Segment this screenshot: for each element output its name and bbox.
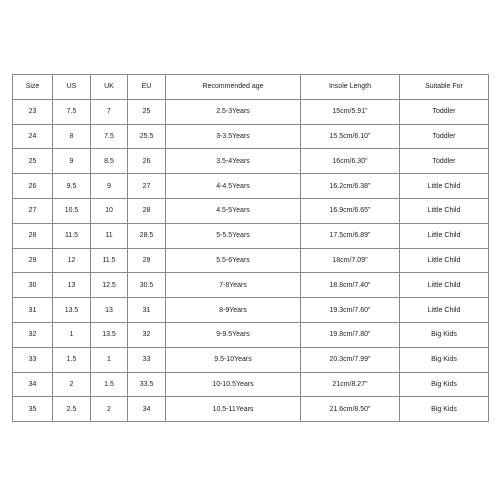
uk-cell: 1 [91, 347, 128, 372]
uk-cell: 7.5 [91, 124, 128, 149]
suitable-cell: Little Child [400, 174, 489, 199]
age-cell: 4.5-5Years [166, 198, 301, 223]
table-row [13, 372, 489, 397]
age-cell: 5.5-6Years [166, 248, 301, 273]
suitable-cell: Little Child [400, 223, 489, 248]
insole-cell: 15cm/5.91" [301, 99, 400, 124]
eu-cell: 33.5 [128, 372, 166, 397]
uk-cell: 7 [91, 99, 128, 124]
uk-cell: 8.5 [91, 149, 128, 174]
suitable-cell: Big Kids [400, 347, 489, 372]
header-row [13, 75, 489, 100]
header-insole-length: Insole Length [301, 75, 400, 100]
insole-cell: 21.6cm/8.50" [301, 397, 400, 422]
size-cell: 23 [13, 99, 53, 124]
header-us: US [53, 75, 91, 100]
us-cell: 8 [53, 124, 91, 149]
table-row [13, 248, 489, 273]
insole-cell: 17.5cm/6.89" [301, 223, 400, 248]
table-row [13, 198, 489, 223]
us-cell: 2.5 [53, 397, 91, 422]
us-cell: 7.5 [53, 99, 91, 124]
uk-cell: 11 [91, 223, 128, 248]
table-row [13, 273, 489, 298]
header-size: Size [13, 75, 53, 100]
table-body [13, 99, 489, 421]
eu-cell: 25 [128, 99, 166, 124]
uk-cell: 2 [91, 397, 128, 422]
size-cell: 34 [13, 372, 53, 397]
us-cell: 1 [53, 322, 91, 347]
table-row [13, 322, 489, 347]
insole-cell: 20.3cm/7.99" [301, 347, 400, 372]
size-cell: 33 [13, 347, 53, 372]
age-cell: 10-10.5Years [166, 372, 301, 397]
insole-cell: 15.5cm/6.10" [301, 124, 400, 149]
age-cell: 4-4.5Years [166, 174, 301, 199]
us-cell: 9 [53, 149, 91, 174]
eu-cell: 26 [128, 149, 166, 174]
size-cell: 27 [13, 198, 53, 223]
eu-cell: 25.5 [128, 124, 166, 149]
uk-cell: 12.5 [91, 273, 128, 298]
suitable-cell: Big Kids [400, 322, 489, 347]
age-cell: 3-3.5Years [166, 124, 301, 149]
uk-cell: 11.5 [91, 248, 128, 273]
age-cell: 5-5.5Years [166, 223, 301, 248]
uk-cell: 1.5 [91, 372, 128, 397]
insole-cell: 19.8cm/7.80" [301, 322, 400, 347]
suitable-cell: Toddler [400, 99, 489, 124]
suitable-cell: Toddler [400, 149, 489, 174]
size-chart-table [12, 74, 489, 422]
insole-cell: 18cm/7.09" [301, 248, 400, 273]
size-cell: 29 [13, 248, 53, 273]
age-cell: 3.5-4Years [166, 149, 301, 174]
size-cell: 28 [13, 223, 53, 248]
suitable-cell: Little Child [400, 298, 489, 323]
us-cell: 9.5 [53, 174, 91, 199]
us-cell: 2 [53, 372, 91, 397]
us-cell: 13.5 [53, 298, 91, 323]
eu-cell: 29 [128, 248, 166, 273]
uk-cell: 9 [91, 174, 128, 199]
insole-cell: 21cm/8.27" [301, 372, 400, 397]
eu-cell: 27 [128, 174, 166, 199]
age-cell: 7-8Years [166, 273, 301, 298]
eu-cell: 30.5 [128, 273, 166, 298]
table-row [13, 124, 489, 149]
size-cell: 32 [13, 322, 53, 347]
uk-cell: 13.5 [91, 322, 128, 347]
header-suitable-for: Suitable For [400, 75, 489, 100]
size-cell: 26 [13, 174, 53, 199]
eu-cell: 31 [128, 298, 166, 323]
size-cell: 24 [13, 124, 53, 149]
age-cell: 10.5-11Years [166, 397, 301, 422]
uk-cell: 10 [91, 198, 128, 223]
age-cell: 8-9Years [166, 298, 301, 323]
eu-cell: 34 [128, 397, 166, 422]
table-row [13, 397, 489, 422]
suitable-cell: Big Kids [400, 372, 489, 397]
table-row [13, 298, 489, 323]
insole-cell: 16.2cm/6.38" [301, 174, 400, 199]
us-cell: 12 [53, 248, 91, 273]
eu-cell: 28.5 [128, 223, 166, 248]
header-eu: EU [128, 75, 166, 100]
table-row [13, 223, 489, 248]
us-cell: 11.5 [53, 223, 91, 248]
insole-cell: 16.9cm/6.65" [301, 198, 400, 223]
insole-cell: 18.8cm/7.40" [301, 273, 400, 298]
size-cell: 25 [13, 149, 53, 174]
size-cell: 31 [13, 298, 53, 323]
age-cell: 9-9.5Years [166, 322, 301, 347]
table-row [13, 149, 489, 174]
uk-cell: 13 [91, 298, 128, 323]
table-row [13, 174, 489, 199]
us-cell: 1.5 [53, 347, 91, 372]
table-row [13, 99, 489, 124]
suitable-cell: Little Child [400, 248, 489, 273]
suitable-cell: Big Kids [400, 397, 489, 422]
suitable-cell: Little Child [400, 198, 489, 223]
size-cell: 35 [13, 397, 53, 422]
eu-cell: 32 [128, 322, 166, 347]
suitable-cell: Little Child [400, 273, 489, 298]
us-cell: 10.5 [53, 198, 91, 223]
size-cell: 30 [13, 273, 53, 298]
header-uk: UK [91, 75, 128, 100]
insole-cell: 16cm/6.30" [301, 149, 400, 174]
insole-cell: 19.3cm/7.60" [301, 298, 400, 323]
suitable-cell: Toddler [400, 124, 489, 149]
eu-cell: 33 [128, 347, 166, 372]
eu-cell: 28 [128, 198, 166, 223]
us-cell: 13 [53, 273, 91, 298]
age-cell: 9.5-10Years [166, 347, 301, 372]
age-cell: 2.5-3Years [166, 99, 301, 124]
table-row [13, 347, 489, 372]
header-recommended-age: Recommended age [166, 75, 301, 100]
